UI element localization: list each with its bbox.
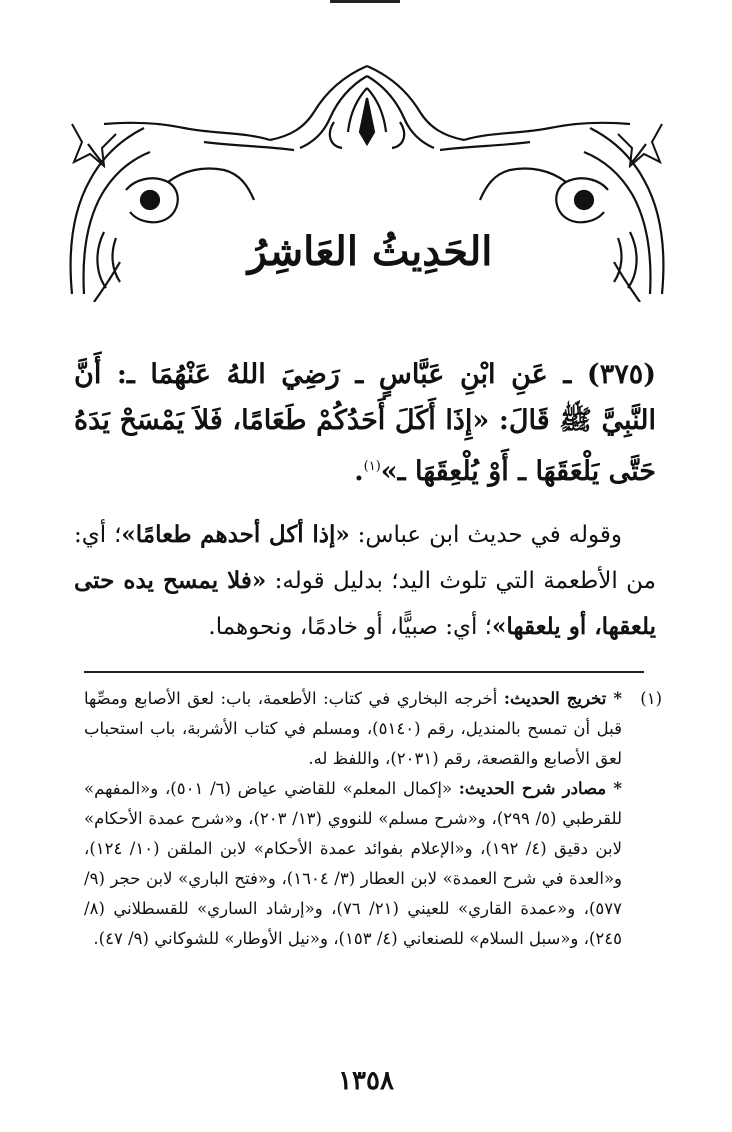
commentary-part-3: ؛ أي: صبيًّا، أو خادمًا، ونحوهما. — [208, 614, 492, 640]
hadith-end-mark: . — [354, 456, 364, 487]
takhrij-paragraph — [84, 684, 622, 774]
footnote-body — [84, 684, 622, 954]
commentary-quote-2: «فلا يمسح يده حتى يلعقها، أو يلعقها» — [74, 567, 656, 640]
footnote-number: (١) — [640, 689, 662, 708]
top-rule — [330, 0, 400, 3]
hadith-body: (٣٧٥) ـ عَنِ ابْنِ عَبَّاسٍ ـ رَضِيَ اللهُ عَنْهُمَا ـ: أَنَّ النَّبِيَّ ﷺ قَالَ: «إِذَا أَكَلَ أَحَدُكُمْ طَعَامًا، فَلاَ يَمْسَحْ يَدَهُ حَتَّى يَلْعَقَهَا ـ أَوْ يُلْعِقَهَا ـ» — [74, 359, 656, 487]
commentary-paragraph — [74, 512, 656, 650]
takhrij-text: أخرجه البخاري في كتاب: الأطعمة، باب: لعق الأصابع ومصِّها قبل أن تمسح بالمنديل، رقم (٥١٤٠)، ومسلم في كتاب الأشربة، باب استحباب لعق الأصابع والقصعة، رقم (٢٠٣١)، واللفظ له. — [84, 689, 622, 768]
chapter-title: الحَدِيثُ العَاشِرُ — [247, 228, 493, 275]
sources-text: «إكمال المعلم» للقاضي عياض (٦/ ٥٠١)، و«المفهم» للقرطبي (٥/ ٢٩٩)، و«شرح مسلم» للنووي (١٣/ ٢٠٣)، و«شرح عمدة الأحكام» لابن دقيق (٤/ ١٩٢)، و«الإعلام بفوائد عمدة الأحكام» لابن الملقن (١٠/ ١٢٤)، و«العدة في شرح العمدة» لابن العطار (٣/ ١٦٠٤)، و«فتح الباري» لابن حجر (٩/ ٥٧٧)، و«عمدة القاري» للعيني (٢١/ ٧٦)، و«إرشاد الساري» للقسطلاني (٨/ ٢٤٥)، و«سبل السلام» للصنعاني (٤/ ١٥٣)، و«نيل الأوطار» للشوكاني (٩/ ٤٧). — [84, 779, 623, 948]
commentary-quote-1: «إذا أكل أحدهم طعامًا» — [121, 521, 350, 548]
hadith-text — [74, 352, 656, 495]
takhrij-label: * تخريج الحديث: — [503, 689, 622, 708]
commentary-part-1: وقوله في حديث ابن عباس: — [349, 522, 623, 548]
commentary-part-2: ؛ أي: من الأطعمة التي تلوث اليد؛ بدليل قوله: — [74, 522, 656, 594]
sources-paragraph — [84, 774, 622, 954]
footnote-block — [84, 684, 662, 954]
page-number: ١٣٥٨ — [338, 1066, 394, 1096]
footnote-reference: (١) — [363, 459, 381, 474]
sources-label: * مصادر شرح الحديث: — [458, 779, 622, 798]
footnote-separator — [84, 671, 644, 673]
